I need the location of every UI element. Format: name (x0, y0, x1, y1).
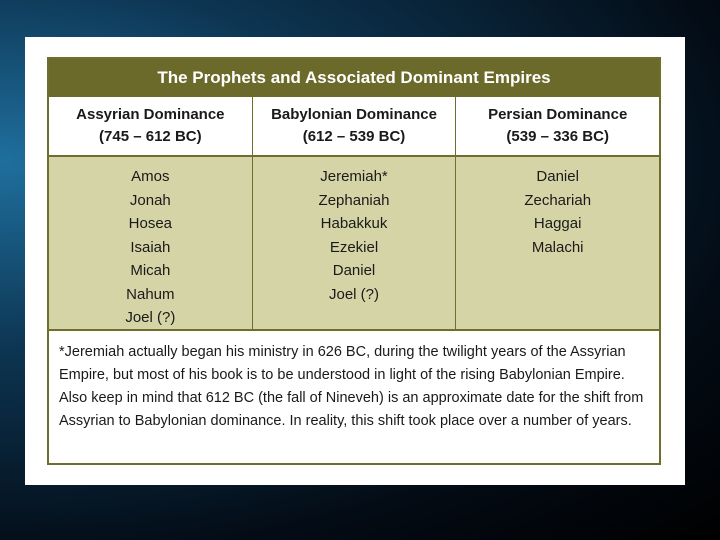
list-item: Jeremiah* (320, 168, 388, 185)
list-item: Zephaniah (318, 191, 390, 209)
list-item: Zechariah (524, 191, 592, 209)
header-row (49, 97, 659, 157)
header-assyrian (49, 97, 252, 155)
list-item: Habakkuk (320, 215, 388, 232)
list-item: Joel (?) (125, 309, 176, 326)
list-item: Joel (?) (328, 285, 380, 303)
list-item: Malachi (531, 238, 584, 256)
table-title: The Prophets and Associated Dominant Empires (49, 59, 659, 97)
prophets-table (47, 57, 661, 465)
header-label: Babylonian Dominance (271, 106, 437, 124)
list-item: Isaiah (130, 238, 171, 256)
list-item: Amos (131, 168, 170, 185)
list-item: Micah (130, 262, 171, 279)
list-item: Daniel (536, 168, 579, 185)
header-dates: (539 – 336 BC) (506, 128, 609, 145)
persian-prophets-list (455, 157, 659, 329)
header-babylonian (252, 97, 456, 155)
header-persian (455, 97, 659, 155)
header-label: Persian Dominance (488, 106, 628, 124)
assyrian-prophets-list (49, 157, 252, 329)
prophets-row (49, 157, 659, 331)
list-item: Ezekiel (329, 238, 379, 256)
header-dates: (745 – 612 BC) (99, 128, 202, 145)
list-item: Nahum (126, 285, 175, 303)
list-item: Hosea (128, 215, 173, 232)
footnote: *Jeremiah actually began his ministry in 626 BC, during the twilight years of the Assyrian Empire, but most of his book is to be understood in light of the rising Babylonian Empire. Also keep in mind that 612 BC (the fall of Nineveh) is an approximate date for the shift from Assyrian to Babylonian dominance. In reality, this shift took place over a number of years. (59, 344, 644, 429)
list-item: Jonah (129, 191, 171, 209)
babylonian-prophets-list (252, 157, 456, 329)
scanned-page (25, 37, 685, 485)
header-label: Assyrian Dominance (76, 106, 225, 124)
list-item: Haggai (533, 215, 582, 232)
list-item: Daniel (332, 262, 376, 279)
header-dates: (612 – 539 BC) (302, 128, 406, 145)
